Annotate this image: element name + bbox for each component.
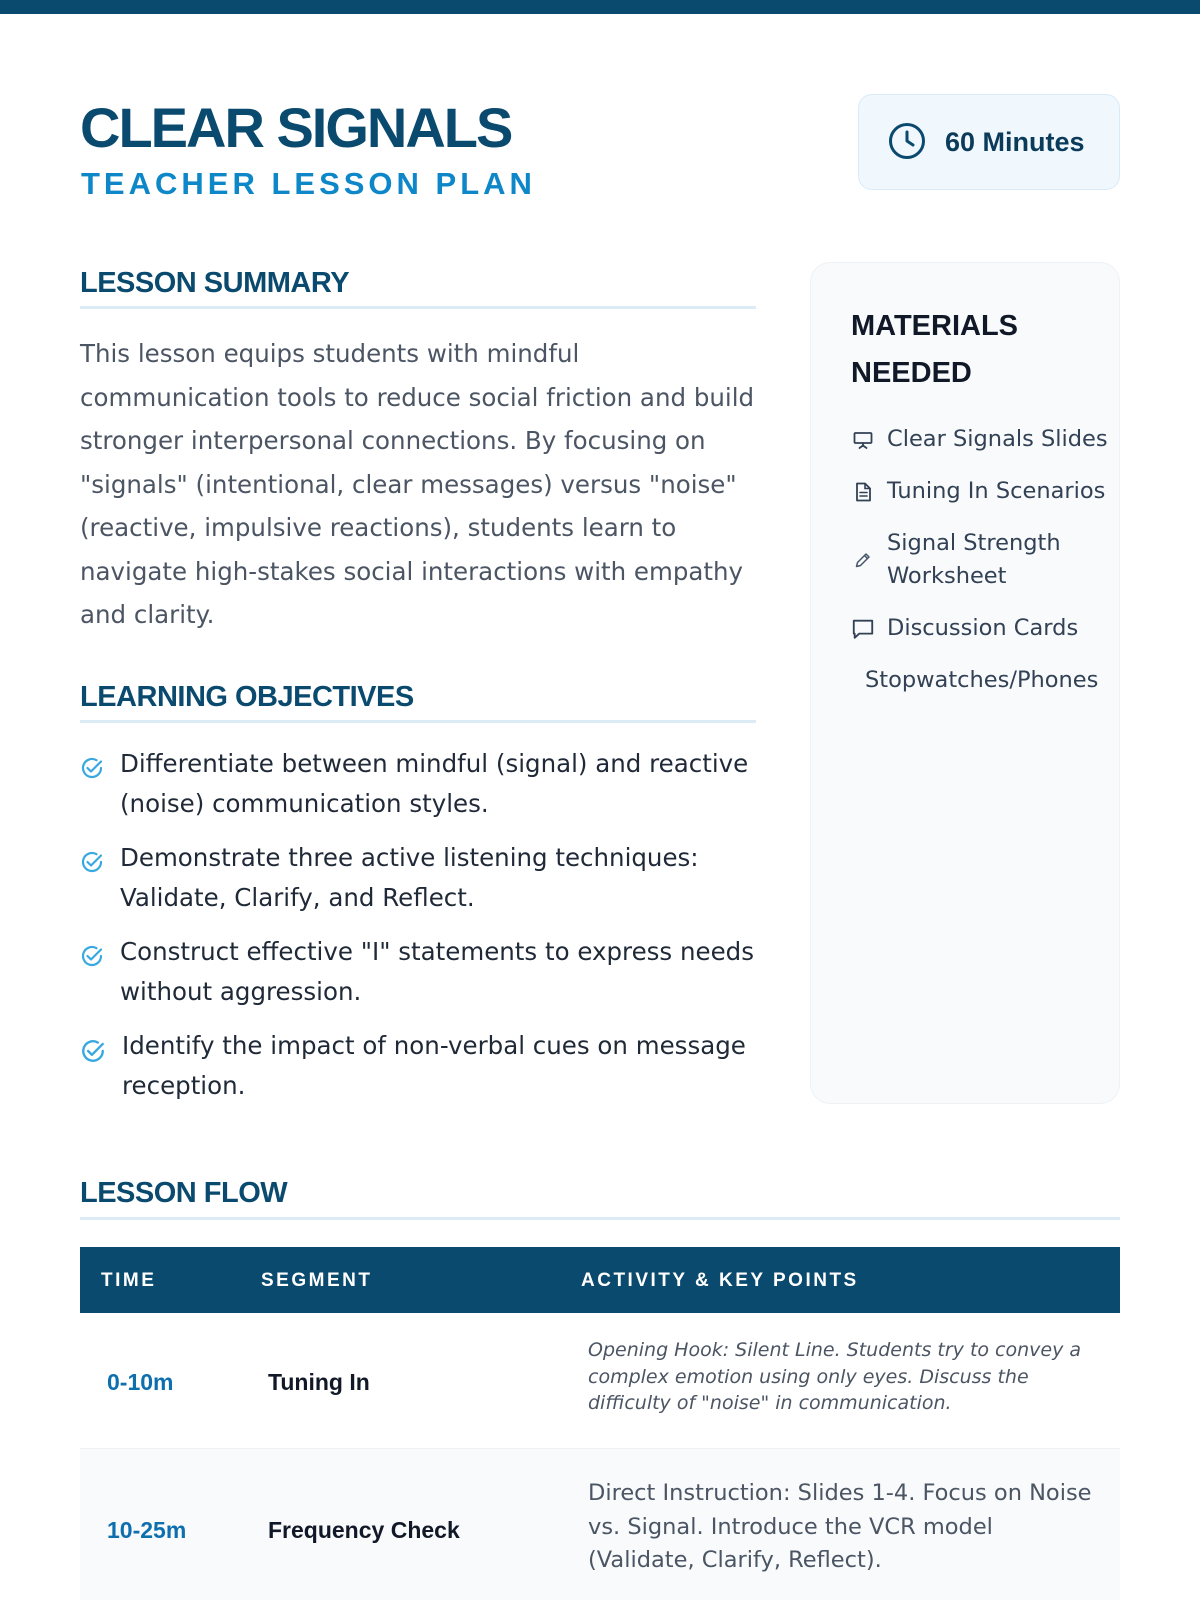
- objective-item: [80, 932, 770, 1012]
- duration-badge: [858, 94, 1120, 190]
- flow-divider: [80, 1217, 1120, 1220]
- objectives-divider: [80, 720, 756, 723]
- duration-label: 60 Minutes: [945, 127, 1085, 157]
- material-item: [851, 475, 1113, 508]
- check-circle-icon: [80, 850, 104, 874]
- table-row: [80, 1313, 1120, 1449]
- lesson-flow-heading: LESSON FLOW: [80, 1177, 288, 1209]
- material-label: Clear Signals Slides: [887, 426, 1108, 452]
- row-time: 10-25m: [107, 1517, 187, 1543]
- clock-icon: [887, 121, 927, 161]
- check-circle-icon: [80, 944, 104, 968]
- materials-heading: MATERIALS NEEDED: [851, 310, 1019, 389]
- material-item: [851, 423, 1113, 456]
- objective-item: [80, 838, 770, 918]
- materials-list: [851, 423, 1113, 716]
- objective-item: [80, 1026, 770, 1106]
- objective-text: Construct effective "I" statements to express needs without aggression.: [120, 937, 754, 1006]
- material-item: [851, 527, 1113, 593]
- objective-text: Identify the impact of non-verbal cues on message reception.: [122, 1031, 746, 1100]
- objective-text: Demonstrate three active listening techniques: Validate, Clarify, and Reflect.: [120, 843, 699, 912]
- lesson-flow-table: [80, 1247, 1120, 1600]
- material-label: Signal Strength Worksheet: [887, 530, 1061, 589]
- material-item: [851, 664, 1113, 697]
- objective-text: Differentiate between mindful (signal) and reactive (noise) communication styles.: [120, 749, 749, 818]
- row-segment: Frequency Check: [268, 1517, 460, 1543]
- column-header-segment: SEGMENT: [261, 1270, 373, 1291]
- lesson-summary-text: This lesson equips students with mindful communication tools to reduce social friction and build stronger interpersonal connections. By focusing on "signals" (intentional, clear messages) versus "noise" (reactive, impulsive reactions), students learn to navigate high-stakes social interactions with empathy and clarity.: [80, 339, 755, 629]
- pencil-icon: [853, 550, 873, 570]
- row-activity: Direct Instruction: Slides 1-4. Focus on Noise vs. Signal. Introduce the VCR model (Validate, Clarify, Reflect).: [588, 1480, 1092, 1573]
- table-header: [80, 1247, 1120, 1313]
- row-activity: Opening Hook: Silent Line. Students try to convey a complex emotion using only eyes. Discuss the difficulty of "noise" in communication.: [588, 1339, 1082, 1414]
- presentation-icon: [852, 429, 874, 451]
- material-label: Stopwatches/Phones: [865, 667, 1099, 693]
- table-row: [80, 1449, 1120, 1600]
- summary-divider: [80, 306, 756, 309]
- materials-panel: [810, 262, 1120, 1104]
- objectives-list: [80, 744, 770, 1120]
- lesson-title: CLEAR SIGNALS: [80, 96, 512, 159]
- column-header-time: TIME: [101, 1270, 157, 1291]
- material-item: [851, 612, 1113, 645]
- objective-item: [80, 744, 770, 824]
- material-label: Tuning In Scenarios: [887, 478, 1106, 504]
- top-accent-bar: [0, 0, 1200, 14]
- document-icon: [852, 481, 874, 503]
- lesson-summary-heading: LESSON SUMMARY: [80, 267, 350, 299]
- chat-bubble-icon: [851, 616, 875, 642]
- row-segment: Tuning In: [268, 1369, 370, 1395]
- row-time: 0-10m: [107, 1369, 174, 1395]
- lesson-subtitle: TEACHER LESSON PLAN: [81, 166, 536, 201]
- check-circle-icon: [80, 756, 104, 780]
- material-label: Discussion Cards: [887, 615, 1079, 641]
- column-header-activity: ACTIVITY & KEY POINTS: [581, 1270, 859, 1291]
- learning-objectives-heading: LEARNING OBJECTIVES: [80, 681, 414, 713]
- check-circle-icon: [80, 1038, 106, 1064]
